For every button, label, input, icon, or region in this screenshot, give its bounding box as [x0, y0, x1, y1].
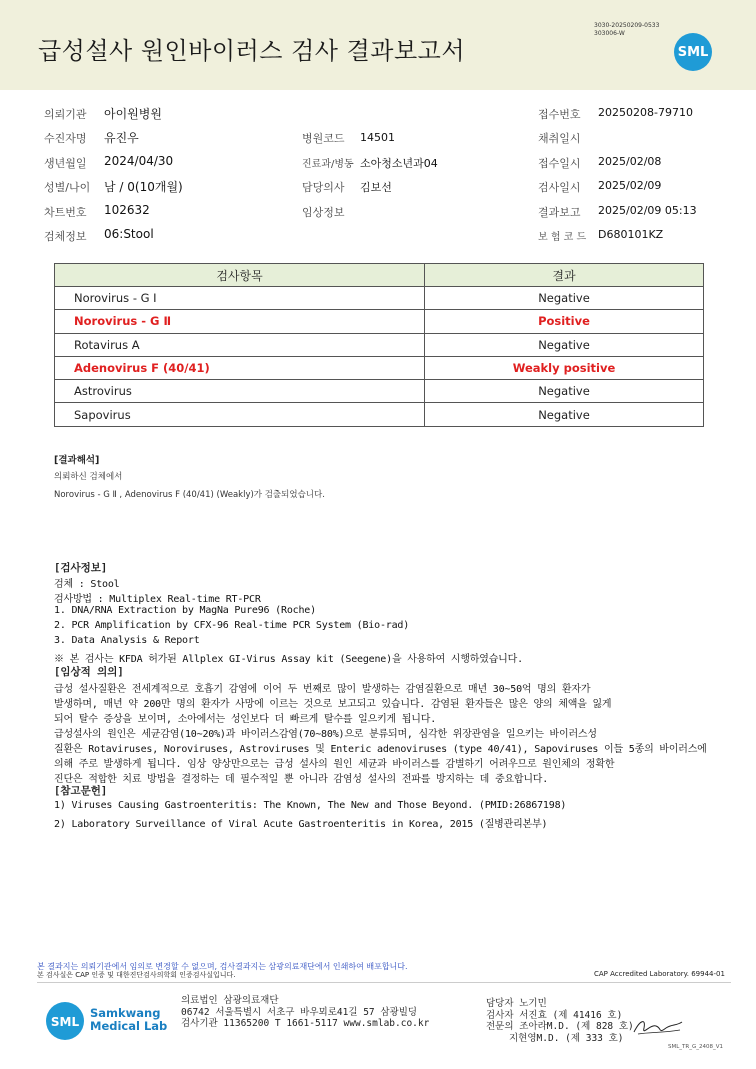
receipt-no-value: 20250208-79710	[598, 106, 693, 119]
sml-logo-badge: SML	[674, 33, 712, 71]
address-line: 검사기관 11365200 T 1661-5117 www.smlab.co.kr	[181, 1018, 430, 1029]
result-row	[55, 287, 704, 310]
interpretation-line: Norovirus - G Ⅱ , Adenovirus F (40/41) (Weakly)가 검출되었습니다.	[54, 490, 325, 500]
dob-value: 2024/04/30	[104, 154, 174, 168]
test-result-value: Negative	[425, 333, 704, 356]
test-item-name: Norovirus - G Ⅰ	[55, 287, 425, 310]
test-item-name: Rotavirus A	[55, 333, 425, 356]
report-date-value: 2025/02/09 05:13	[598, 204, 697, 217]
sex-age-value: 남 / 0(10개월)	[104, 180, 183, 194]
patient-label: 수진자명	[44, 132, 87, 145]
report-date-label: 결과보고	[538, 206, 581, 219]
clinical-significance-line: 급성설사의 원인은 세균감염(10~20%)과 바이러스감염(70~80%)으로 분류되며, 심각한 위장관염을 일으키는 바이러스성	[54, 729, 597, 740]
chart-value: 102632	[104, 203, 150, 217]
test-result-value: Positive	[425, 310, 704, 333]
result-row	[55, 380, 704, 403]
staff-list	[486, 998, 634, 1044]
hospital-code-label: 병원코드	[302, 132, 345, 145]
org-name	[90, 1007, 167, 1033]
staff-line: 전문의 조아라M.D. (제 828 호)	[486, 1021, 634, 1032]
page-title: 급성설사 원인바이러스 검사 결과보고서	[38, 37, 466, 65]
test-item-name: Astrovirus	[55, 380, 425, 403]
doctor-label: 담당의사	[302, 181, 345, 194]
test-info-line: 3. Data Analysis & Report	[54, 635, 200, 646]
receipt-date-value: 2025/02/08	[598, 155, 662, 168]
references-title: [참고문헌]	[54, 785, 108, 797]
requester-value: 아이원병원	[104, 107, 162, 121]
patient-value: 유진우	[104, 131, 139, 145]
sex-age-label: 성별/나이	[44, 181, 91, 194]
address-line: 의료법인 삼광의료재단	[181, 995, 279, 1006]
test-info-line: 검사방법 : Multiplex Real-time RT-PCR	[54, 594, 261, 605]
staff-line: 담당자 노기민	[486, 998, 547, 1009]
clinical-significance-line: 의해 주로 발생하게 됩니다. 임상 양상만으로는 급성 설사의 원인 세균과 바이러스를 감별하기 어려우므로 원인체의 정확한	[54, 759, 615, 770]
address-line: 06742 서울특별시 서초구 바우뫼로41길 57 삼광빌딩	[181, 1006, 418, 1018]
result-row	[55, 356, 704, 379]
clinical-significance-line: 질환은 Rotaviruses, Noroviruses, Astroviruses 및 Enteric adenoviruses (type 40/41), Sapoviruses 이들 5종의 바이러스에	[54, 744, 707, 755]
document-ids	[594, 22, 659, 38]
specimen-label: 검체정보	[44, 230, 87, 243]
staff-line: 지현영M.D. (제 333 호)	[509, 1032, 624, 1044]
clinical-significance-line: 급성 설사질환은 전세계적으로 호흡기 감염에 이어 두 번째로 많이 발생하는 감염질환으로 매년 30~50억 명의 환자가	[54, 684, 591, 695]
disclaimer-note: 본 결과지는 의뢰기관에서 임의로 변경할 수 없으며, 검사결과지는 삼광의료재단에서 인쇄하여 배포합니다.	[37, 962, 408, 971]
clinical-significance-line: 진단은 적합한 치료 방법을 결정하는 데 필수적일 뿐 아니라 감염성 설사의 전파를 방지하는 데 중요합니다.	[54, 774, 549, 785]
test-item-name: Adenovirus F (40/41)	[55, 356, 425, 379]
org-name-line: Medical Lab	[90, 1019, 168, 1033]
clinical-significance-line: 되어 탈수 증상을 보이며, 소아에서는 성인보다 더 빠르게 탈수를 일으키게 됩니다.	[54, 714, 437, 725]
clinical-significance-line: 발생하며, 매년 약 200만 명의 환자가 사망에 이르는 것으로 보고되고 있습니다. 감염된 환자들은 많은 양의 체액을 잃게	[54, 699, 612, 710]
header-test-item: 검사항목	[55, 264, 425, 287]
test-info-line: 검체 : Stool	[54, 579, 120, 590]
chart-label: 차트번호	[44, 206, 87, 219]
reference-line: 1) Viruses Causing Gastroenteritis: The Known, The New and Those Beyond. (PMID:26867198)	[54, 800, 567, 811]
clinical-significance-title: [임상적 의의]	[54, 666, 124, 678]
interpretation-line: 의뢰하신 검체에서	[54, 472, 123, 482]
doctor-value: 김보선	[360, 181, 392, 194]
hospital-code-value: 14501	[360, 131, 395, 144]
footer-divider	[37, 982, 731, 983]
test-item-name: Sapovirus	[55, 403, 425, 426]
test-info-line: ※ 본 검사는 KFDA 허가된 Allplex GI-Virus Assay kit (Seegene)을 사용하여 시행하였습니다.	[54, 654, 523, 665]
org-address	[181, 995, 429, 1030]
org-name-line: Samkwang	[90, 1006, 161, 1020]
clinical-label: 임상정보	[302, 206, 345, 219]
interpretation-title: [결과해석]	[54, 455, 100, 466]
test-info-title: [검사정보]	[54, 562, 108, 574]
test-result-value: Negative	[425, 380, 704, 403]
cap-certification-note: 본 검사실은 CAP 인증 및 대한진단검사의학회 인증검사실입니다.	[37, 971, 236, 979]
form-code: SML_TR_G_2408_V1	[668, 1044, 724, 1050]
test-info-line: 1. DNA/RNA Extraction by MagNa Pure96 (Roche)	[54, 605, 316, 616]
report-header	[0, 0, 756, 90]
test-date-label: 검사일시	[538, 181, 581, 194]
staff-line: 검사자 서진효 (제 41416 호)	[486, 1009, 623, 1021]
results-table	[54, 263, 704, 427]
test-item-name: Norovirus - G Ⅱ	[55, 310, 425, 333]
dob-label: 생년월일	[44, 157, 87, 170]
sml-footer-logo-icon	[44, 1001, 86, 1041]
result-row	[55, 333, 704, 356]
document-id-line: 3030-20250209-0533	[594, 22, 660, 29]
test-result-value: Negative	[425, 287, 704, 310]
receipt-date-label: 접수일시	[538, 157, 581, 170]
receipt-no-label: 접수번호	[538, 108, 581, 121]
test-result-value: Negative	[425, 403, 704, 426]
requester-label: 의뢰기관	[44, 108, 87, 121]
reference-line: 2) Laboratory Surveillance of Viral Acute Gastroenteritis in Korea, 2015 (질병관리본부)	[54, 819, 548, 830]
insurance-label: 보 험 코 드	[538, 232, 587, 243]
document-id-line: 303006-W	[594, 30, 625, 37]
signature-icon	[632, 1014, 684, 1040]
dept-label: 진료과/병동	[302, 159, 354, 170]
test-result-value: Weakly positive	[425, 356, 704, 379]
svg-text:SML: SML	[50, 1015, 80, 1029]
cap-accreditation-number: CAP Accredited Laboratory. 69944-01	[594, 970, 725, 978]
specimen-value: 06:Stool	[104, 227, 154, 241]
collect-date-label: 채취일시	[538, 132, 581, 145]
test-date-value: 2025/02/09	[598, 179, 662, 192]
result-row	[55, 403, 704, 426]
result-row	[55, 310, 704, 333]
dept-value: 소아청소년과04	[360, 157, 438, 170]
insurance-value: D680101KZ	[598, 228, 664, 241]
results-header-row	[55, 264, 704, 287]
header-result: 결과	[425, 264, 704, 287]
test-info-line: 2. PCR Amplification by CFX-96 Real-time PCR System (Bio-rad)	[54, 620, 410, 631]
